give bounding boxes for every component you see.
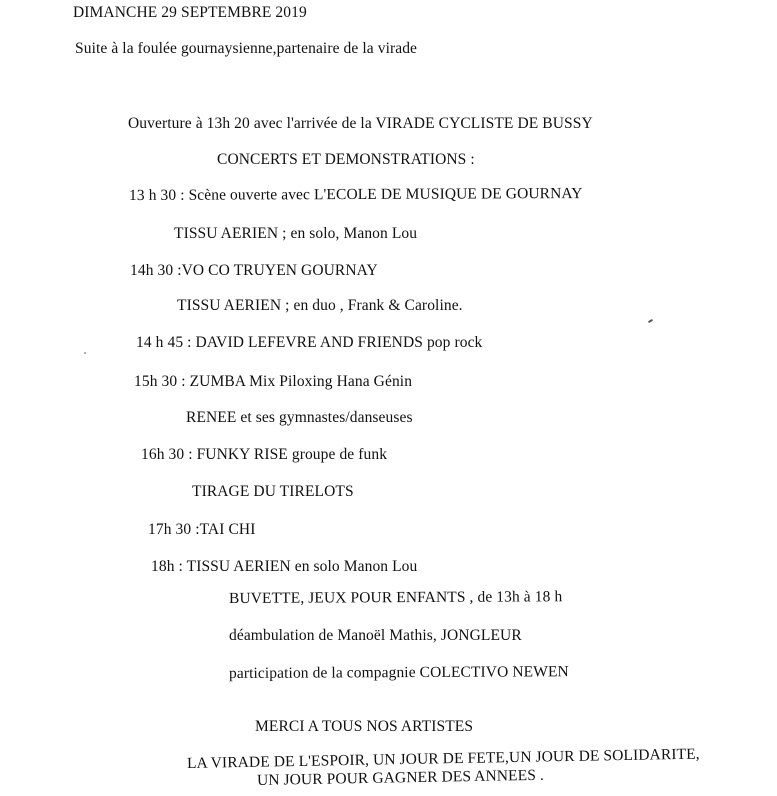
program-item: 14 h 45 : DAVID LEFEVRE AND FRIENDS pop rock — [136, 334, 483, 351]
program-item: TISSU AERIEN ; en duo , Frank & Caroline. — [177, 297, 463, 314]
program-item: TISSU AERIEN ; en solo, Manon Lou — [174, 225, 418, 242]
intro-text: Suite à la foulée gournaysienne,partenaire de la virade — [75, 40, 418, 57]
section-title: CONCERTS ET DEMONSTRATIONS : — [217, 151, 475, 168]
extra-item: déambulation de Manoël Mathis, JONGLEUR — [229, 627, 522, 644]
program-item: TIRAGE DU TIRELOTS — [192, 483, 354, 500]
program-item: 18h : TISSU AERIEN en solo Manon Lou — [151, 558, 418, 575]
slogan-line-1: LA VIRADE DE L'ESPOIR, UN JOUR DE FETE,UN JOUR DE SOLIDARITE, — [186, 745, 700, 772]
extra-item: BUVETTE, JEUX POUR ENFANTS , de 13h à 18 h — [228, 588, 563, 607]
scan-speck — [84, 352, 86, 354]
program-item: 17h 30 :TAI CHI — [148, 521, 256, 538]
thanks-line: MERCI A TOUS NOS ARTISTES — [255, 718, 474, 735]
program-item: 14h 30 :VO CO TRUYEN GOURNAY — [130, 262, 378, 279]
program-item: 13 h 30 : Scène ouverte avec L'ECOLE DE MUSIQUE DE GOURNAY — [128, 185, 583, 204]
program-item: RENEE et ses gymnastes/danseuses — [186, 409, 413, 426]
scan-speck — [648, 319, 653, 323]
opening-line: Ouverture à 13h 20 avec l'arrivée de la VIRADE CYCLISTE DE BUSSY — [128, 115, 593, 132]
program-item: 16h 30 : FUNKY RISE groupe de funk — [141, 446, 388, 463]
event-date: DIMANCHE 29 SEPTEMBRE 2019 — [73, 4, 307, 21]
slogan-line-2: UN JOUR POUR GAGNER DES ANNEES . — [256, 766, 545, 789]
program-item: 15h 30 : ZUMBA Mix Piloxing Hana Génin — [134, 373, 413, 390]
extra-item: participation de la compagnie COLECTIVO NEWEN — [228, 663, 569, 682]
